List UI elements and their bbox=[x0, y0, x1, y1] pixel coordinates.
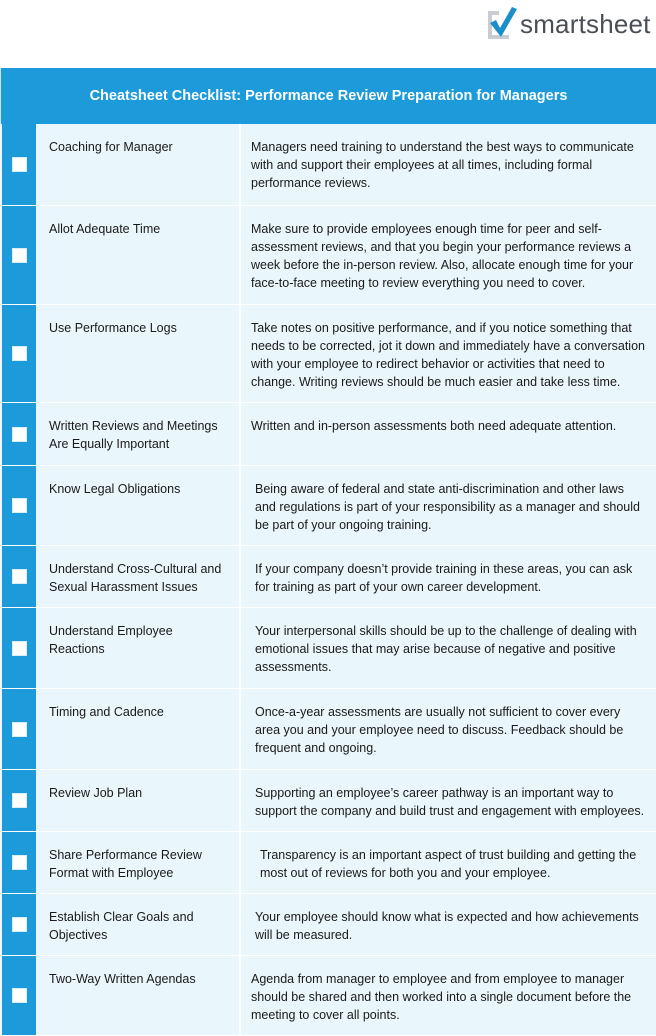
item-description: Once-a-year assessments are usually not sufficient to cover every area you and your employee need to discuss. Feedback should be frequent and ongoing. bbox=[255, 705, 624, 755]
item-description: Supporting an employee’s career pathway is an important way to support the company and build trust and engagement with employees. bbox=[255, 786, 645, 818]
item-name: Share Performance Review Format with Employee bbox=[36, 832, 241, 893]
item-name: Timing and Cadence bbox=[36, 689, 241, 769]
checkbox[interactable] bbox=[12, 917, 27, 932]
checkbox[interactable] bbox=[12, 722, 27, 737]
item-name: Written Reviews and Meetings Are Equally Important bbox=[36, 403, 241, 465]
checkbox[interactable] bbox=[12, 157, 27, 172]
checklist-row bbox=[0, 305, 656, 403]
checklist-row bbox=[0, 832, 656, 894]
item-description: Your employee should know what is expected and how achievements will be measured. bbox=[255, 910, 639, 942]
item-description: Managers need training to understand the best ways to communicate with and support their employees at all times, including formal performance reviews. bbox=[251, 140, 634, 190]
brand-name: smartsheet bbox=[520, 8, 651, 39]
checkbox[interactable] bbox=[12, 988, 27, 1003]
checkbox[interactable] bbox=[12, 569, 27, 584]
checkbox[interactable] bbox=[12, 248, 27, 263]
checklist-title: Cheatsheet Checklist: Performance Review Preparation for Managers bbox=[0, 68, 656, 124]
item-name: Know Legal Obligations bbox=[36, 466, 241, 545]
item-name: Allot Adequate Time bbox=[36, 206, 241, 304]
checkbox[interactable] bbox=[12, 346, 27, 361]
checklist-row bbox=[0, 689, 656, 770]
item-description: Take notes on positive performance, and if you notice something that needs to be corrected, jot it down and immediately have a conversation with your employee to redirect behavior or activities that need to change. Writing reviews should be much easier and take less time. bbox=[251, 321, 645, 389]
checklist-row bbox=[0, 546, 656, 608]
checkbox[interactable] bbox=[12, 855, 27, 870]
item-name: Establish Clear Goals and Objectives bbox=[36, 894, 241, 955]
item-description: Make sure to provide employees enough time for peer and self-assessment reviews, and that you begin your performance reviews a week before the in-person review. Also, allocate enough time for your face-to-face meeting to review everything you need to cover. bbox=[251, 222, 634, 290]
smartsheet-logo bbox=[485, 4, 651, 44]
checkbox[interactable] bbox=[12, 427, 27, 442]
item-description: Your interpersonal skills should be up to the challenge of dealing with emotional issues that may arise because of negative and positive assessments. bbox=[255, 624, 637, 674]
item-description: Being aware of federal and state anti-discrimination and other laws and regulations is part of your responsibility as a manager and should be part of your ongoing training. bbox=[255, 482, 640, 532]
item-description: Transparency is an important aspect of trust building and getting the most out of reviews for both you and your employee. bbox=[260, 848, 637, 880]
item-name: Understand Cross-Cultural and Sexual Harassment Issues bbox=[36, 546, 241, 607]
checklist-row bbox=[0, 608, 656, 689]
checkbox[interactable] bbox=[12, 793, 27, 808]
checklist-row bbox=[0, 403, 656, 466]
checklist-table bbox=[0, 68, 656, 1036]
checklist-row bbox=[0, 124, 656, 206]
checklist-row bbox=[0, 894, 656, 956]
item-name: Two-Way Written Agendas bbox=[36, 956, 241, 1035]
item-name: Coaching for Manager bbox=[36, 124, 241, 205]
item-name: Use Performance Logs bbox=[36, 305, 241, 402]
checklist-row bbox=[0, 770, 656, 832]
checklist-row bbox=[0, 466, 656, 546]
checklist-row bbox=[0, 956, 656, 1036]
item-description: Written and in-person assessments both need adequate attention. bbox=[251, 419, 617, 433]
checkbox[interactable] bbox=[12, 641, 27, 656]
checklist-row bbox=[0, 206, 656, 305]
item-description: Agenda from manager to employee and from employee to manager should be shared and then worked into a single document before the meeting to cover all points. bbox=[251, 972, 632, 1022]
checkmark-logo-icon bbox=[485, 5, 519, 43]
item-description: If your company doesn’t provide training in these areas, you can ask for training as part of your own career development. bbox=[255, 562, 633, 594]
item-name: Understand Employee Reactions bbox=[36, 608, 241, 688]
item-name: Review Job Plan bbox=[36, 770, 241, 831]
checkbox[interactable] bbox=[12, 498, 27, 513]
